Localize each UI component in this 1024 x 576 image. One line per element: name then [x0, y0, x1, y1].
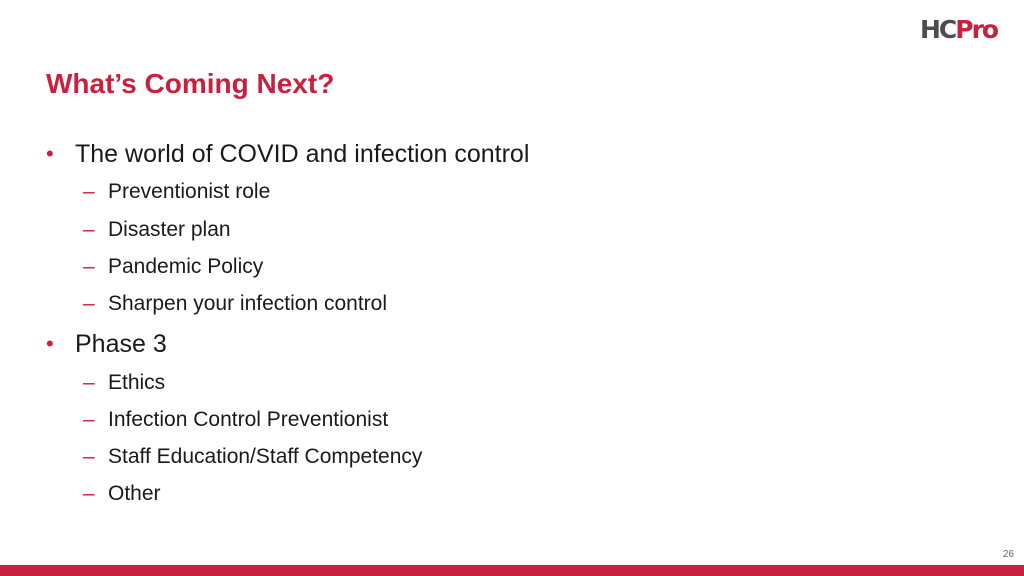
- bullet-text: Phase 3: [75, 330, 167, 358]
- sub-bullet-item: [83, 253, 263, 281]
- sub-bullet-text: Sharpen your infection control: [108, 292, 387, 315]
- sub-bullet-item: [83, 480, 161, 508]
- logo-hc-text: HC: [920, 15, 956, 44]
- dash-icon: –: [83, 445, 95, 468]
- page-number: 26: [1002, 549, 1014, 560]
- sub-bullet-text: Staff Education/Staff Competency: [108, 445, 423, 468]
- dash-icon: –: [83, 408, 95, 431]
- sub-bullet-text: Disaster plan: [108, 218, 231, 241]
- bullet-icon: •: [46, 141, 54, 166]
- dash-icon: –: [83, 180, 95, 203]
- bullet-item: [46, 138, 529, 170]
- sub-bullet-text: Ethics: [108, 371, 166, 394]
- sub-bullet-text: Preventionist role: [108, 180, 271, 203]
- bullet-icon: •: [46, 331, 54, 356]
- footer-bar: [0, 565, 1024, 576]
- sub-bullet-text: Pandemic Policy: [108, 255, 264, 278]
- sub-bullet-item: [83, 443, 422, 471]
- sub-bullet-item: [83, 369, 165, 397]
- sub-bullet-item: [83, 216, 231, 244]
- sub-bullet-text: Infection Control Preventionist: [108, 408, 389, 431]
- sub-bullet-item: [83, 290, 387, 318]
- dash-icon: –: [83, 255, 95, 278]
- bullet-text: The world of COVID and infection control: [75, 140, 530, 168]
- dash-icon: –: [83, 371, 95, 394]
- dash-icon: –: [83, 218, 95, 241]
- sub-bullet-item: [83, 178, 270, 206]
- bullet-item: [46, 328, 167, 360]
- sub-bullet-text: Other: [108, 482, 161, 505]
- sub-bullet-item: [83, 406, 388, 434]
- dash-icon: –: [83, 482, 95, 505]
- slide-title: What’s Coming Next?: [46, 68, 335, 99]
- dash-icon: –: [83, 292, 95, 315]
- logo-pro-text: Pro: [955, 15, 998, 44]
- hcpro-logo: [920, 15, 997, 45]
